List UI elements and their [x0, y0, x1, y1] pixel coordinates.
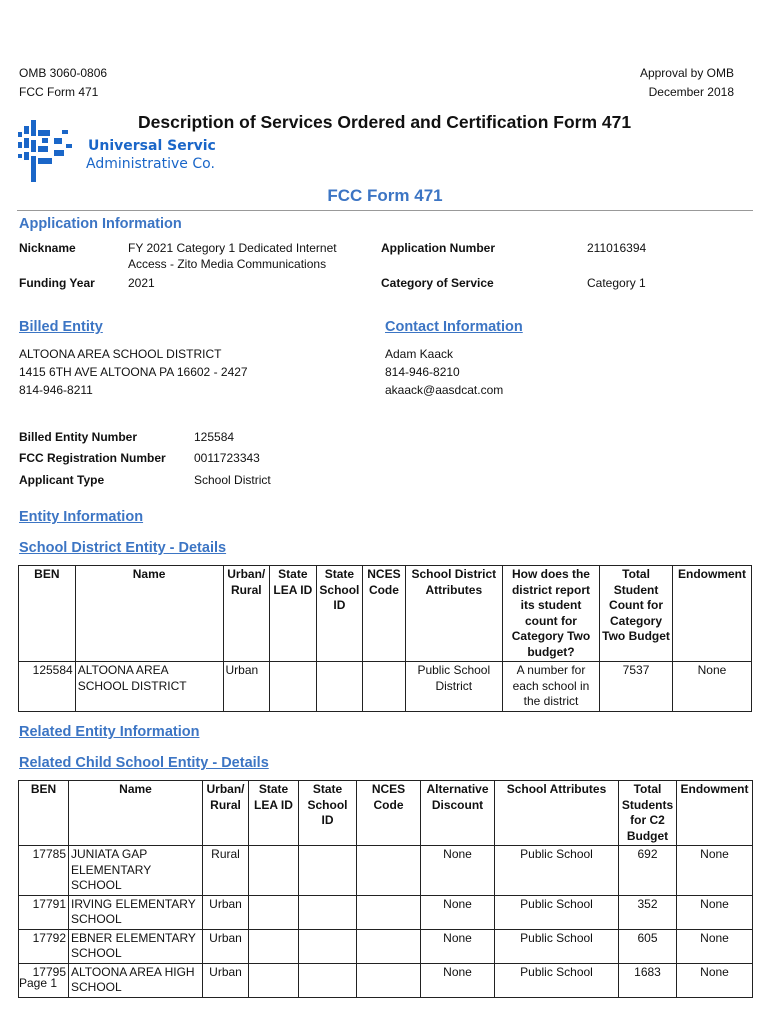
col-header: Urban/ Rural [203, 781, 249, 846]
cell-nces [357, 963, 421, 997]
cell-ben: 17795 [19, 963, 69, 997]
billed-entity-name: ALTOONA AREA SCHOOL DISTRICT [19, 347, 222, 361]
related-subheading: Related Child School Entity - Details [19, 755, 269, 771]
related-heading: Related Entity Information [19, 724, 200, 740]
cell-students: 692 [619, 846, 677, 896]
cell-endowment: None [677, 963, 753, 997]
cell-endowment: None [677, 929, 753, 963]
col-header: State LEA ID [249, 781, 299, 846]
approval-text: Approval by OMB [639, 66, 734, 80]
billed-entity-address-block [19, 345, 248, 399]
billed-entity-number-value: 125584 [194, 430, 235, 444]
cell-nces [363, 662, 406, 712]
header-left [19, 64, 107, 102]
related-school-table [18, 780, 753, 998]
applicant-type-label: Applicant Type [19, 473, 105, 487]
table-row [19, 895, 753, 929]
cell-urban-rural: Urban [203, 963, 249, 997]
col-header: State School ID [299, 781, 357, 846]
table-row [19, 963, 753, 997]
col-header: Endowment [672, 566, 751, 662]
table-header-row [19, 566, 752, 662]
col-header: How does the district report its student count for Category Two budget? [502, 566, 599, 662]
col-header: Endowment [677, 781, 753, 846]
header-right [640, 64, 734, 102]
cell-student-count: 7537 [600, 662, 673, 712]
col-header: NCES Code [357, 781, 421, 846]
category-value: Category 1 [587, 276, 646, 290]
table-row [19, 929, 753, 963]
funding-year-value: 2021 [128, 276, 155, 290]
col-header: Name [69, 781, 203, 846]
cell-urban-rural: Urban [223, 662, 270, 712]
title-divider [17, 210, 753, 211]
cell-state-lea [249, 963, 299, 997]
col-header: Urban/ Rural [223, 566, 270, 662]
cell-students: 352 [619, 895, 677, 929]
contact-name: Adam Kaack [385, 347, 454, 361]
school-district-table [18, 565, 752, 712]
col-header: Total Students for C2 Budget [619, 781, 677, 846]
cell-endowment: None [677, 895, 753, 929]
cell-state-lea [249, 895, 299, 929]
cell-nces [357, 846, 421, 896]
school-district-subheading: School District Entity - Details [19, 540, 227, 556]
col-header: School District Attributes [405, 566, 502, 662]
page-number: Page 1 [19, 976, 58, 990]
cell-name: EBNER ELEMENTARY SCHOOL [69, 929, 203, 963]
cell-endowment: None [677, 846, 753, 896]
cell-alt-discount: None [421, 963, 495, 997]
cell-ben: 17791 [19, 895, 69, 929]
cell-name: ALTOONA AREA HIGH SCHOOL [69, 963, 203, 997]
cell-ben: 17792 [19, 929, 69, 963]
application-heading: Application Information [19, 216, 182, 232]
cell-ben: 125584 [19, 662, 76, 712]
col-header: NCES Code [363, 566, 406, 662]
cell-alt-discount: None [421, 846, 495, 896]
cell-state-school [299, 846, 357, 896]
cell-state-school [316, 662, 363, 712]
cell-urban-rural: Urban [203, 895, 249, 929]
applicant-type-value: School District [194, 473, 271, 487]
cell-attributes: Public School [495, 895, 619, 929]
logo-line1: Universal Service [88, 138, 216, 154]
cell-students: 1683 [619, 963, 677, 997]
form-label: FCC Form 471 [19, 85, 99, 99]
nickname-label: Nickname [19, 241, 76, 255]
cell-students: 605 [619, 929, 677, 963]
billed-entity-heading: Billed Entity [19, 319, 103, 335]
cell-attributes: Public School District [405, 662, 502, 712]
cell-endowment: None [672, 662, 751, 712]
cell-count-method: A number for each school in the district [502, 662, 599, 712]
billed-entity-address: 1415 6TH AVE ALTOONA PA 16602 - 2427 [19, 365, 248, 379]
omb-number: OMB 3060-0806 [19, 66, 108, 80]
cell-state-lea [270, 662, 317, 712]
col-header: State School ID [316, 566, 363, 662]
cell-alt-discount: None [421, 929, 495, 963]
cell-attributes: Public School [495, 846, 619, 896]
cell-attributes: Public School [495, 929, 619, 963]
document-title: Description of Services Ordered and Certification Form 471 [138, 112, 632, 132]
entity-info-heading: Entity Information [19, 509, 144, 525]
contact-phone: 814-946-8210 [385, 365, 460, 379]
cell-urban-rural: Rural [203, 846, 249, 896]
fcc-reg-value: 0011723343 [194, 451, 260, 465]
cell-state-lea [249, 846, 299, 896]
cell-nces [357, 929, 421, 963]
col-header: BEN [19, 566, 76, 662]
cell-state-lea [249, 929, 299, 963]
col-header: State LEA ID [270, 566, 317, 662]
funding-year-label: Funding Year [19, 276, 95, 290]
cell-urban-rural: Urban [203, 929, 249, 963]
col-header: School Attributes [495, 781, 619, 846]
table-header-row [19, 781, 753, 846]
cell-name: IRVING ELEMENTARY SCHOOL [69, 895, 203, 929]
cell-alt-discount: None [421, 895, 495, 929]
cell-attributes: Public School [495, 963, 619, 997]
billed-entity-phone: 814-946-8211 [19, 383, 93, 397]
contact-heading: Contact Information [385, 319, 523, 335]
category-label: Category of Service [381, 276, 494, 290]
cell-name: JUNIATA GAP ELEMENTARY SCHOOL [69, 846, 203, 896]
contact-email[interactable]: akaack@aasdcat.com [385, 383, 504, 397]
cell-nces [357, 895, 421, 929]
col-header: Alternative Discount [421, 781, 495, 846]
table-row [19, 662, 752, 712]
cell-ben: 17785 [19, 846, 69, 896]
nickname-value: FY 2021 Category 1 Dedicated Internet Access - Zito Media Communications [128, 241, 337, 271]
col-header: BEN [19, 781, 69, 846]
app-number-value: 211016394 [587, 241, 647, 255]
col-header: Total Student Count for Category Two Budget [600, 566, 673, 662]
col-header: Name [75, 566, 223, 662]
billed-entity-number-label: Billed Entity Number [19, 430, 138, 444]
cell-state-school [299, 929, 357, 963]
approval-date: December 2018 [648, 85, 734, 99]
cell-name: ALTOONA AREA SCHOOL DISTRICT [75, 662, 223, 712]
form-name: FCC Form 471 [327, 186, 443, 205]
cell-state-school [299, 963, 357, 997]
contact-block [385, 345, 503, 399]
cell-state-school [299, 895, 357, 929]
logo-line2: Administrative Co. [86, 156, 215, 172]
table-row [19, 846, 753, 896]
fcc-reg-label: FCC Registration Number [19, 451, 166, 465]
app-number-label: Application Number [381, 241, 496, 255]
